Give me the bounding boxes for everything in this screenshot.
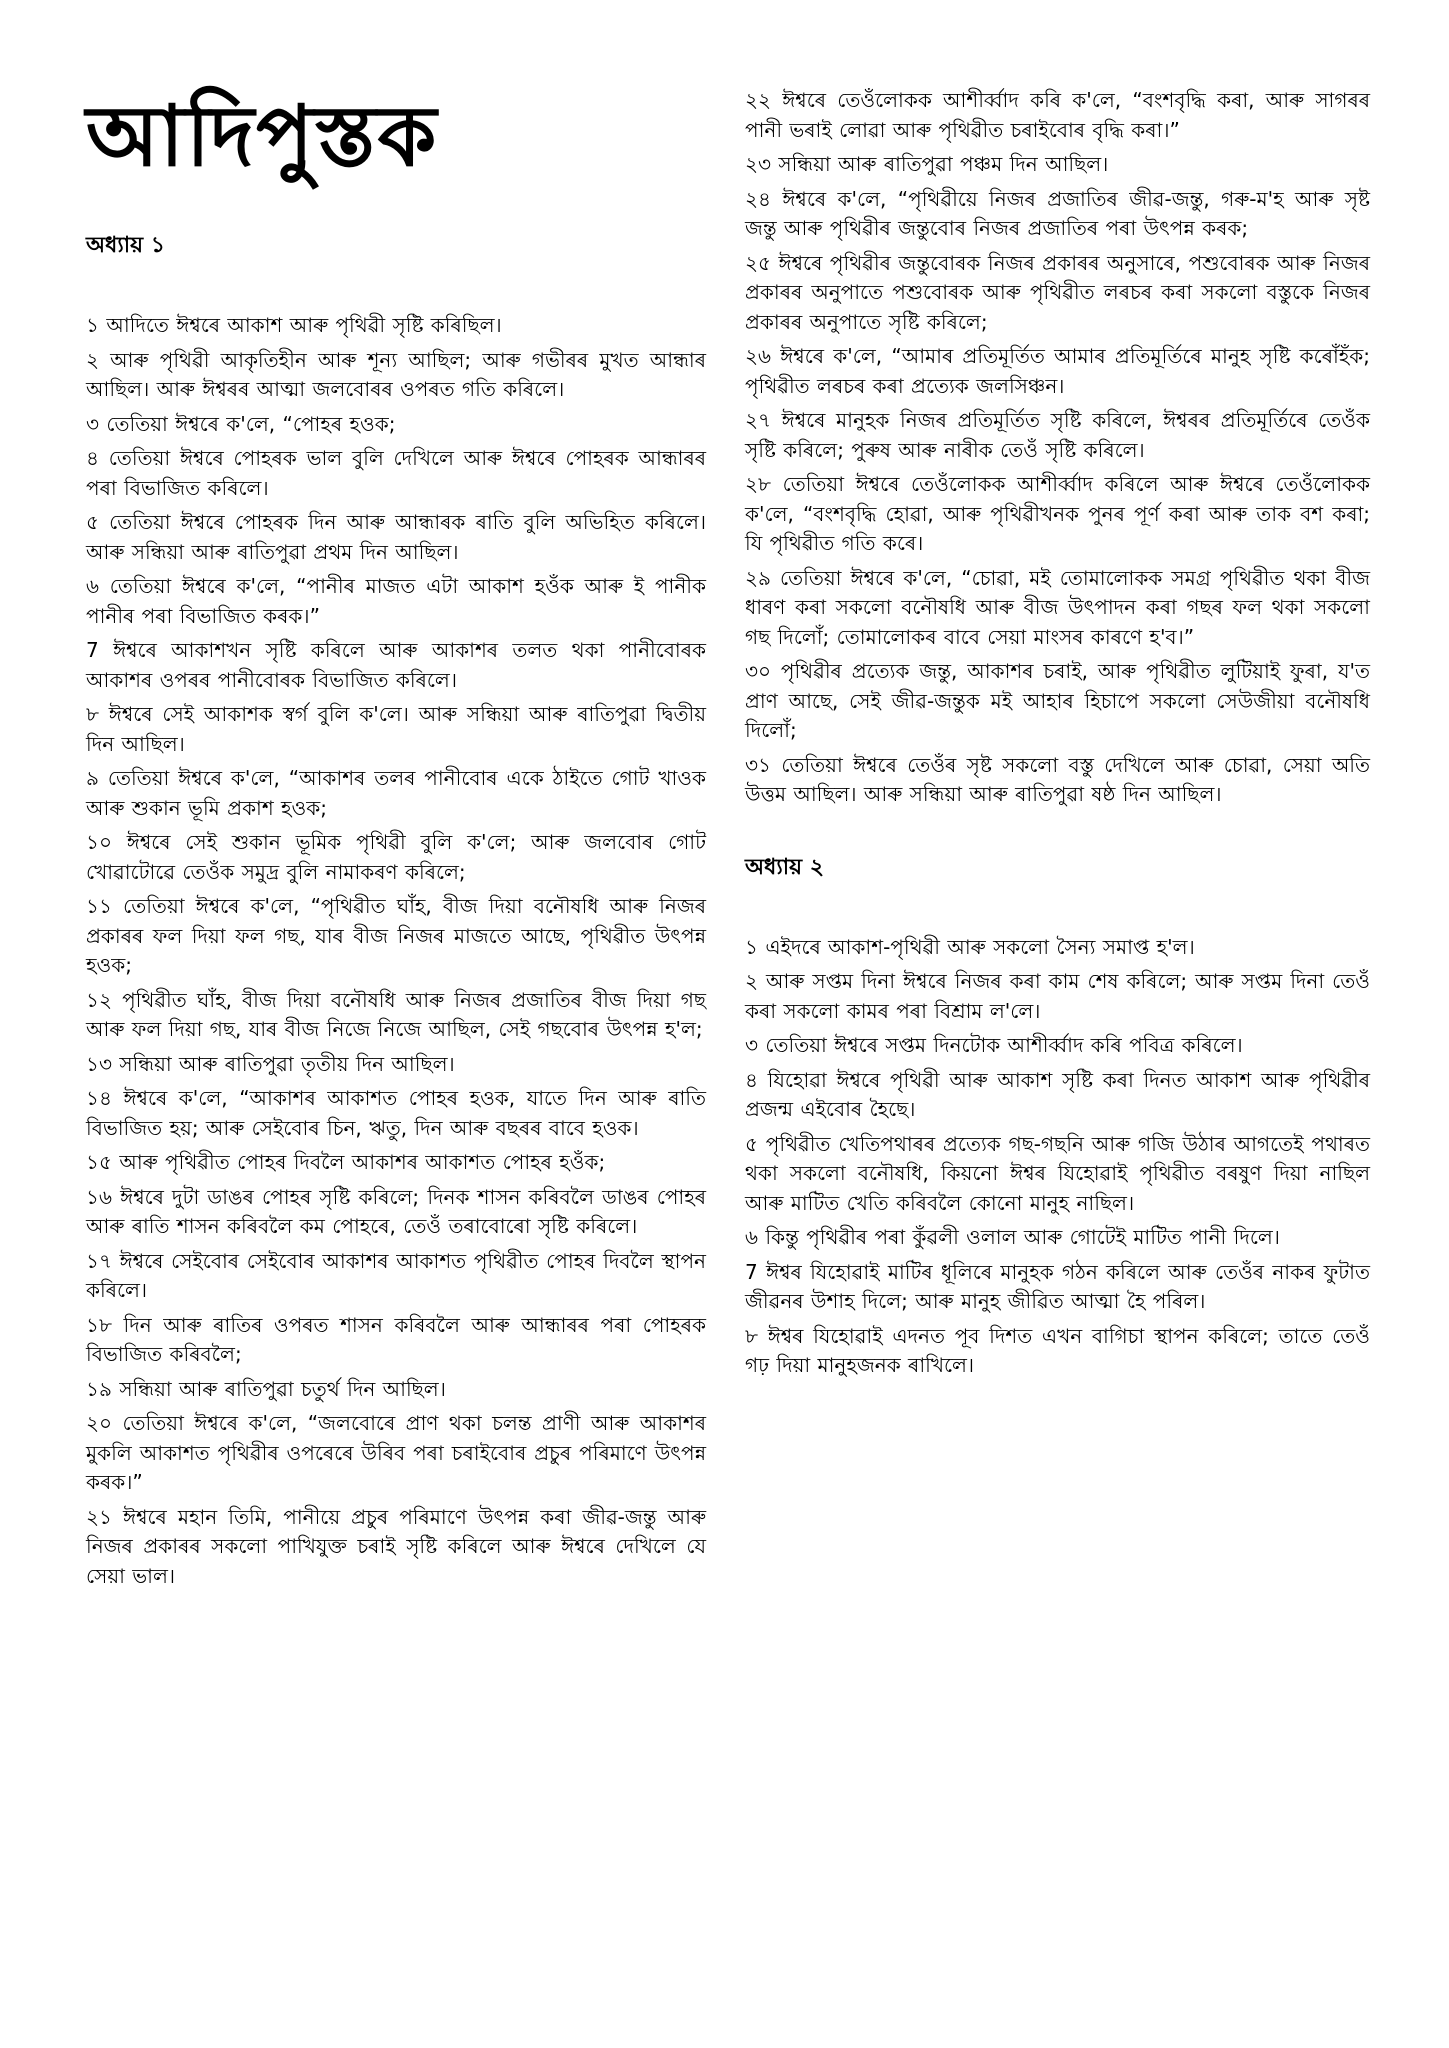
verse: ৩ তেতিয়া ঈশ্বৰে সপ্তম দিনটোক আশীৰ্ব্বাদ কৰি পবিত্ৰ কৰিলে। [745,1033,1243,1057]
verse: ২ আৰু পৃথিৱী আকৃতিহীন আৰু শূন্য আছিল; আৰু গভীৰৰ মুখত আন্ধাৰ আছিল। আৰু ঈশ্বৰৰ আত্মা জলবোৰৰ ওপৰত গতি কৰিলে। [86,347,706,402]
verse: ২৩ সন্ধিয়া আৰু ৰাতিপুৱা পঞ্চম দিন আছিল। [745,152,1109,176]
verse: ২৫ ঈশ্বৰে পৃথিৱীৰ জন্তুবোৰক নিজৰ প্ৰকাৰৰ অনুসাৰে, পশুবোৰক আৰু নিজৰ প্ৰকাৰৰ অনুপাতে পশুবোৰক আৰু পৃথিৱীত লৰচৰ কৰা সকলো বস্তুকে নিজৰ প্ৰকাৰৰ অনুপাতে সৃষ্টি কৰিলে; [745,250,1370,334]
verse: ৩ তেতিয়া ঈশ্বৰে ক'লে, “পোহৰ হওক; [86,411,396,436]
verse: ৩০ পৃথিৱীৰ প্ৰত্যেক জন্তু, আকাশৰ চৰাই, আৰু পৃথিৱীত লুটিয়াই ফুৰা, য'ত প্ৰাণ আছে, সেই জীৱ-জন্তুক মই আহাৰ হিচাপে সকলো সেউজীয়া বনৌষধি দিলোঁ; [745,659,1370,742]
verse: ১ এইদৰে আকাশ-পৃথিৱী আৰু সকলো সৈন্য সমাপ্ত হ'ল। [745,934,1195,959]
verse: ১৫ আৰু পৃথিৱীত পোহৰ দিবলৈ আকাশৰ আকাশত পোহৰ হওঁক; [86,1150,606,1175]
verse: ২৮ তেতিয়া ঈশ্বৰে তেওঁলোকক আশীৰ্ব্বাদ কৰিলে আৰু ঈশ্বৰে তেওঁলোকক ক'লে, “বংশবৃদ্ধি হোৱা, আৰু পৃথিৱীখনক পুনৰ পূৰ্ণ কৰা আৰু তাক বশ কৰা; যি পৃথিৱীত গতি কৰে। [745,472,1370,555]
verse: ২৭ ঈশ্বৰে মানুহক নিজৰ প্ৰতিমূৰ্তিত সৃষ্টি কৰিলে, ঈশ্বৰৰ প্ৰতিমূৰ্তিৰে তেওঁক সৃষ্টি কৰিলে; পুৰুষ আৰু নাৰীক তেওঁ সৃষ্টি কৰিলে। [745,408,1370,462]
verse: ১৩ সন্ধিয়া আৰু ৰাতিপুৱা তৃতীয় দিন আছিল। [86,1051,455,1076]
left-column [86,0,706,1596]
verse: ১৮ দিন আৰু ৰাতিৰ ওপৰত শাসন কৰিবলৈ আৰু আন্ধাৰৰ পৰা পোহৰক বিভাজিত কৰিবলৈ; [86,1312,706,1367]
verse: ৪ তেতিয়া ঈশ্বৰে পোহৰক ভাল বুলি দেখিলে আৰু ঈশ্বৰে পোহৰক আন্ধাৰৰ পৰা বিভাজিত কৰিলে। [86,446,706,500]
verse: ৬ কিন্তু পৃথিৱীৰ পৰা কুঁৱলী ওলাল আৰু গোটেই মাটিত পানী দিলে। [745,1225,1280,1249]
verse: ১৪ ঈশ্বৰে ক'লে, “আকাশৰ আকাশত পোহৰ হওক, যাতে দিন আৰু ৰাতি বিভাজিত হয়; আৰু সেইবোৰ চিন, ঋতু, দিন আৰু বছৰৰ বাবে হওক। [86,1086,706,1140]
chapter-2-verses [745,933,1370,1381]
verse: ২৪ ঈশ্বৰে ক'লে, “পৃথিৱীয়ে নিজৰ প্ৰজাতিৰ জীৱ-জন্তু, গৰু-ম'হ আৰু সৃষ্ট জন্তু আৰু পৃথিৱীৰ জন্তুবোৰ নিজৰ প্ৰজাতিৰ পৰা উৎপন্ন কৰক; [745,186,1370,240]
verse: ১০ ঈশ্বৰে সেই শুকান ভূমিক পৃথিৱী বুলি ক'লে; আৰু জলবোৰ গোট খোৱাটোৱে তেওঁক সমুদ্ৰ বুলি নামাকৰণ কৰিলে; [86,830,706,884]
verse: ১ আদিতে ঈশ্বৰে আকাশ আৰু পৃথিৱী সৃষ্টি কৰিছিল। [86,313,502,338]
verse: ৫ পৃথিৱীত খেতিপথাৰৰ প্ৰত্যেক গছ-গছনি আৰু গজি উঠাৰ আগতেই পথাৰত থকা সকলো বনৌষধি, কিয়নো ঈশ্বৰ যিহোৱাই পৃথিৱীত বৰষুণ দিয়া নাছিল আৰু মাটিত খেতি কৰিবলৈ কোনো মানুহ নাছিল। [745,1131,1370,1215]
verse: ১১ তেতিয়া ঈশ্বৰে ক'লে, “পৃথিৱীত ঘাঁহ, বীজ দিয়া বনৌষধি আৰু নিজৰ প্ৰকাৰৰ ফল দিয়া ফল গছ, যাৰ বীজ নিজৰ মাজতে আছে, পৃথিৱীত উৎপন্ন হওক; [86,894,706,978]
verse: ১৯ সন্ধিয়া আৰু ৰাতিপুৱা চতুৰ্থ দিন আছিল। [86,1376,446,1401]
book-title: আদিপুস্তক [86,87,439,185]
verse: ৩১ তেতিয়া ঈশ্বৰে তেওঁৰ সৃষ্ট সকলো বস্তু দেখিলে আৰু চোৱা, সেয়া অতি উত্তম আছিল। আৰু সন্ধিয়া আৰু ৰাতিপুৱা ষষ্ঠ দিন আছিল। [745,752,1370,806]
verse: ৫ তেতিয়া ঈশ্বৰে পোহৰক দিন আৰু আন্ধাৰক ৰাতি বুলি অভিহিত কৰিলে। আৰু সন্ধিয়া আৰু ৰাতিপুৱা প্ৰথম দিন আছিল। [86,510,706,564]
verse: ৮ ঈশ্বৰে সেই আকাশক স্বৰ্গ বুলি ক'লে। আৰু সন্ধিয়া আৰু ৰাতিপুৱা দ্বিতীয় দিন আছিল। [86,702,706,756]
verse: ২০ তেতিয়া ঈশ্বৰে ক'লে, “জলবোৰে প্ৰাণ থকা চলন্ত প্ৰাণী আৰু আকাশৰ মুকলি আকাশত পৃথিৱীৰ ওপৰেৰে উৰিব পৰা চৰাইবোৰ প্ৰচুৰ পৰিমাণে উৎপন্ন কৰক।” [86,1411,706,1495]
chapter-2-heading: অধ্যায় ২ [745,854,825,880]
chapter-1-heading: অধ্যায় ১ [86,233,166,259]
right-column [745,0,1370,1386]
verse: ২৬ ঈশ্বৰে ক'লে, “আমাৰ প্ৰতিমূৰ্তিত আমাৰ প্ৰতিমূৰ্তিৰে মানুহ সৃষ্টি কৰোঁহঁক; পৃথিৱীত লৰচৰ কৰা প্ৰত্যেক জলসিঞ্চন। [745,344,1370,398]
verse: ১৭ ঈশ্বৰে সেইবোৰ সেইবোৰ আকাশৰ আকাশত পৃথিৱীত পোহৰ দিবলৈ স্থাপন কৰিলে। [86,1248,706,1303]
verse: ২৯ তেতিয়া ঈশ্বৰে ক'লে, “চোৱা, মই তোমালোকক সমগ্ৰ পৃথিৱীত থকা বীজ ধাৰণ কৰা সকলো বনৌষধি আৰু বীজ উৎপাদন কৰা গছৰ ফল থকা সকলো গছ দিলোঁ; তোমালোকৰ বাবে সেয়া মাংসৰ কাৰণে হ'ব।” [745,565,1370,649]
verse: ৪ যিহোৱা ঈশ্বৰে পৃথিৱী আৰু আকাশ সৃষ্টি কৰা দিনত আকাশ আৰু পৃথিৱীৰ প্ৰজন্ম এইবোৰ হৈছে। [745,1067,1370,1121]
verse: ২ আৰু সপ্তম দিনা ঈশ্বৰে নিজৰ কৰা কাম শেষ কৰিলে; আৰু সপ্তম দিনা তেওঁ কৰা সকলো কামৰ পৰা বিশ্ৰাম ল'লে। [745,969,1370,1023]
verse: ১২ পৃথিৱীত ঘাঁহ, বীজ দিয়া বনৌষধি আৰু নিজৰ প্ৰজাতিৰ বীজ দিয়া গছ আৰু ফল দিয়া গছ, যাৰ বীজ নিজে নিজে আছিল, সেই গছবোৰ উৎপন্ন হ'ল; [86,987,706,1042]
verse: ১৬ ঈশ্বৰে দুটা ডাঙৰ পোহৰ সৃষ্টি কৰিলে; দিনক শাসন কৰিবলৈ ডাঙৰ পোহৰ আৰু ৰাতি শাসন কৰিবলৈ কম পোহৰে, তেওঁ তৰাবোৰো সৃষ্টি কৰিলে। [86,1184,706,1239]
verse: ২১ ঈশ্বৰে মহান তিমি, পানীয়ে প্ৰচুৰ পৰিমাণে উৎপন্ন কৰা জীৱ-জন্তু আৰু নিজৰ প্ৰকাৰৰ সকলো পাখিযুক্ত চৰাই সৃষ্টি কৰিলে আৰু ঈশ্বৰে দেখিলে যে সেয়া ভাল। [86,1504,706,1588]
verse: ২২ ঈশ্বৰে তেওঁলোকক আশীৰ্ব্বাদ কৰি ক'লে, “বংশবৃদ্ধি কৰা, আৰু সাগৰৰ পানী ভৰাই লোৱা আৰু পৃথিৱীত চৰাইবোৰ বৃদ্ধি কৰা।” [745,88,1370,142]
verse: ৬ তেতিয়া ঈশ্বৰে ক'লে, “পানীৰ মাজত এটা আকাশ হওঁক আৰু ই পানীক পানীৰ পৰা বিভাজিত কৰক।” [86,574,706,628]
chapter-1-continued-verses [745,86,1370,810]
chapter-1-verses [86,311,706,1591]
verse: ৮ ঈশ্বৰ যিহোৱাই এদনত পূব দিশত এখন বাগিচা স্থাপন কৰিলে; তাতে তেওঁ গঢ় দিয়া মানুহজনক ৰাখিলে। [745,1323,1370,1377]
verse: 7 ঈশ্বৰ যিহোৱাই মাটিৰ ধূলিৰে মানুহক গঠন কৰিলে আৰু তেওঁৰ নাকৰ ফুটাত জীৱনৰ উশাহ দিলে; আৰু মানুহ জীৱিত আত্মা হৈ পৰিল। [745,1259,1370,1313]
verse: ৯ তেতিয়া ঈশ্বৰে ক'লে, “আকাশৰ তলৰ পানীবোৰ একে ঠাইতে গোট খাওক আৰু শুকান ভূমি প্ৰকাশ হওক; [86,766,706,820]
verse: 7 ঈশ্বৰে আকাশখন সৃষ্টি কৰিলে আৰু আকাশৰ তলত থকা পানীবোৰক আকাশৰ ওপৰৰ পানীবোৰক বিভাজিত কৰিলে। [86,638,706,692]
